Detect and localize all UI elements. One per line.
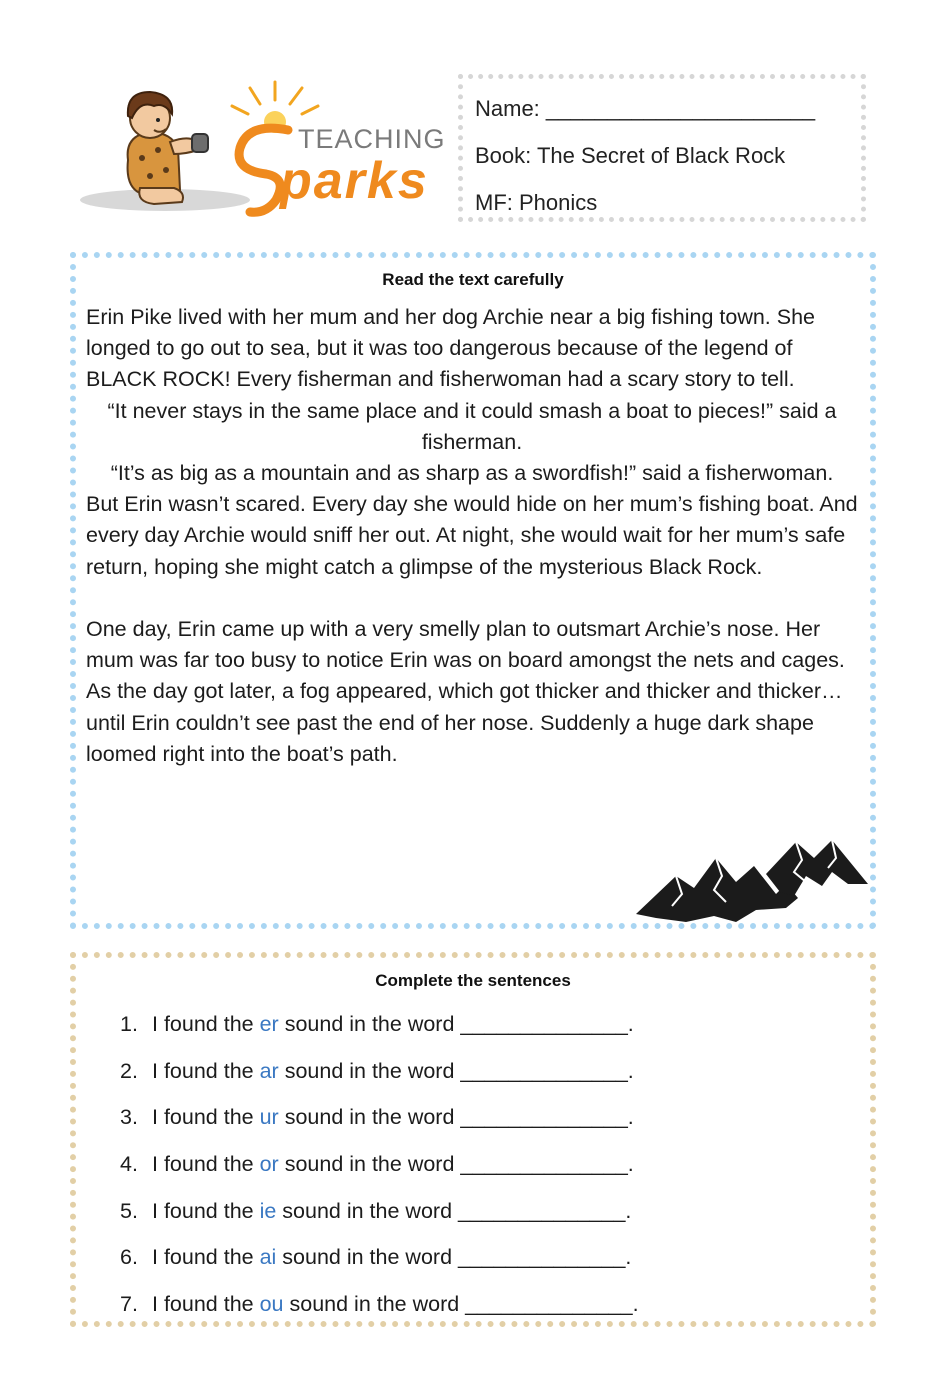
book-title: Book: The Secret of Black Rock xyxy=(475,143,786,168)
reading-passage-box xyxy=(70,252,876,929)
sentence-item[interactable]: 7. I found the ou sound in the word ______________. xyxy=(120,1292,639,1317)
sentence-item[interactable]: 3. I found the ur sound in the word ______________. xyxy=(120,1105,634,1130)
mountains-icon xyxy=(636,836,868,926)
sound-highlight: ou xyxy=(259,1292,284,1317)
sound-highlight: ai xyxy=(259,1245,277,1270)
sound-highlight: ie xyxy=(259,1198,277,1223)
sentence-item[interactable]: 4. I found the or sound in the word ______________. xyxy=(120,1152,634,1177)
reading-title: Read the text carefully xyxy=(382,270,564,289)
story-paragraph-1: Erin Pike lived with her mum and her dog Archie near a big fishing town. She longed to go out to sea, but it was too dangerous because of the legend of BLACK ROCK! Every fisherman and fisherwoman had a scary story to tell. xyxy=(86,305,816,392)
sentence-list xyxy=(120,1006,820,1333)
sound-highlight: ur xyxy=(259,1105,279,1130)
name-field[interactable]: Name: ______________________ xyxy=(475,96,816,121)
story-text xyxy=(86,302,858,770)
story-quote-1: “It never stays in the same place and it could smash a boat to pieces!” said a fisherman. xyxy=(107,398,837,454)
story-paragraph-2: But Erin wasn’t scared. Every day she would hide on her mum’s fishing boat. And every day Archie would sniff her out. At night, she would wait for her mum’s safe return, hoping she might catch a glimpse of the mysterious Black Rock. xyxy=(86,492,858,579)
complete-sentences-box xyxy=(70,952,876,1327)
sound-highlight: ar xyxy=(259,1058,279,1083)
sentence-item[interactable]: 1. I found the er sound in the word ______________. xyxy=(120,1012,634,1036)
teaching-sparks-logo xyxy=(70,78,450,223)
story-paragraph-3: One day, Erin came up with a very smelly plan to outsmart Archie’s nose. Her mum was far too busy to notice Erin was on board amongst the nets and cages. As the day got later, a fog appeared, which got thicker and thicker and thicker… until Erin couldn’t see past the end of her nose. Suddenly a huge dark shape loomed right into the boat’s path. xyxy=(86,617,845,766)
svg-text:parks: parks xyxy=(280,152,429,210)
sound-highlight: or xyxy=(259,1152,279,1177)
sentence-item[interactable]: 6. I found the ai sound in the word ______________. xyxy=(120,1245,632,1270)
caveman-logo-illustration xyxy=(70,78,450,223)
student-info-box xyxy=(458,74,866,222)
sentence-item[interactable]: 2. I found the ar sound in the word ______________. xyxy=(120,1058,634,1083)
sentences-title: Complete the sentences xyxy=(375,971,571,990)
sentence-item[interactable]: 5. I found the ie sound in the word ______________. xyxy=(120,1198,632,1223)
svg-text:TEACHING: TEACHING xyxy=(298,124,446,154)
story-quote-2: “It’s as big as a mountain and as sharp as a swordfish!” said a fisherwoman. xyxy=(110,461,834,486)
mf-label: MF: Phonics xyxy=(475,190,598,215)
sound-highlight: er xyxy=(259,1012,279,1036)
